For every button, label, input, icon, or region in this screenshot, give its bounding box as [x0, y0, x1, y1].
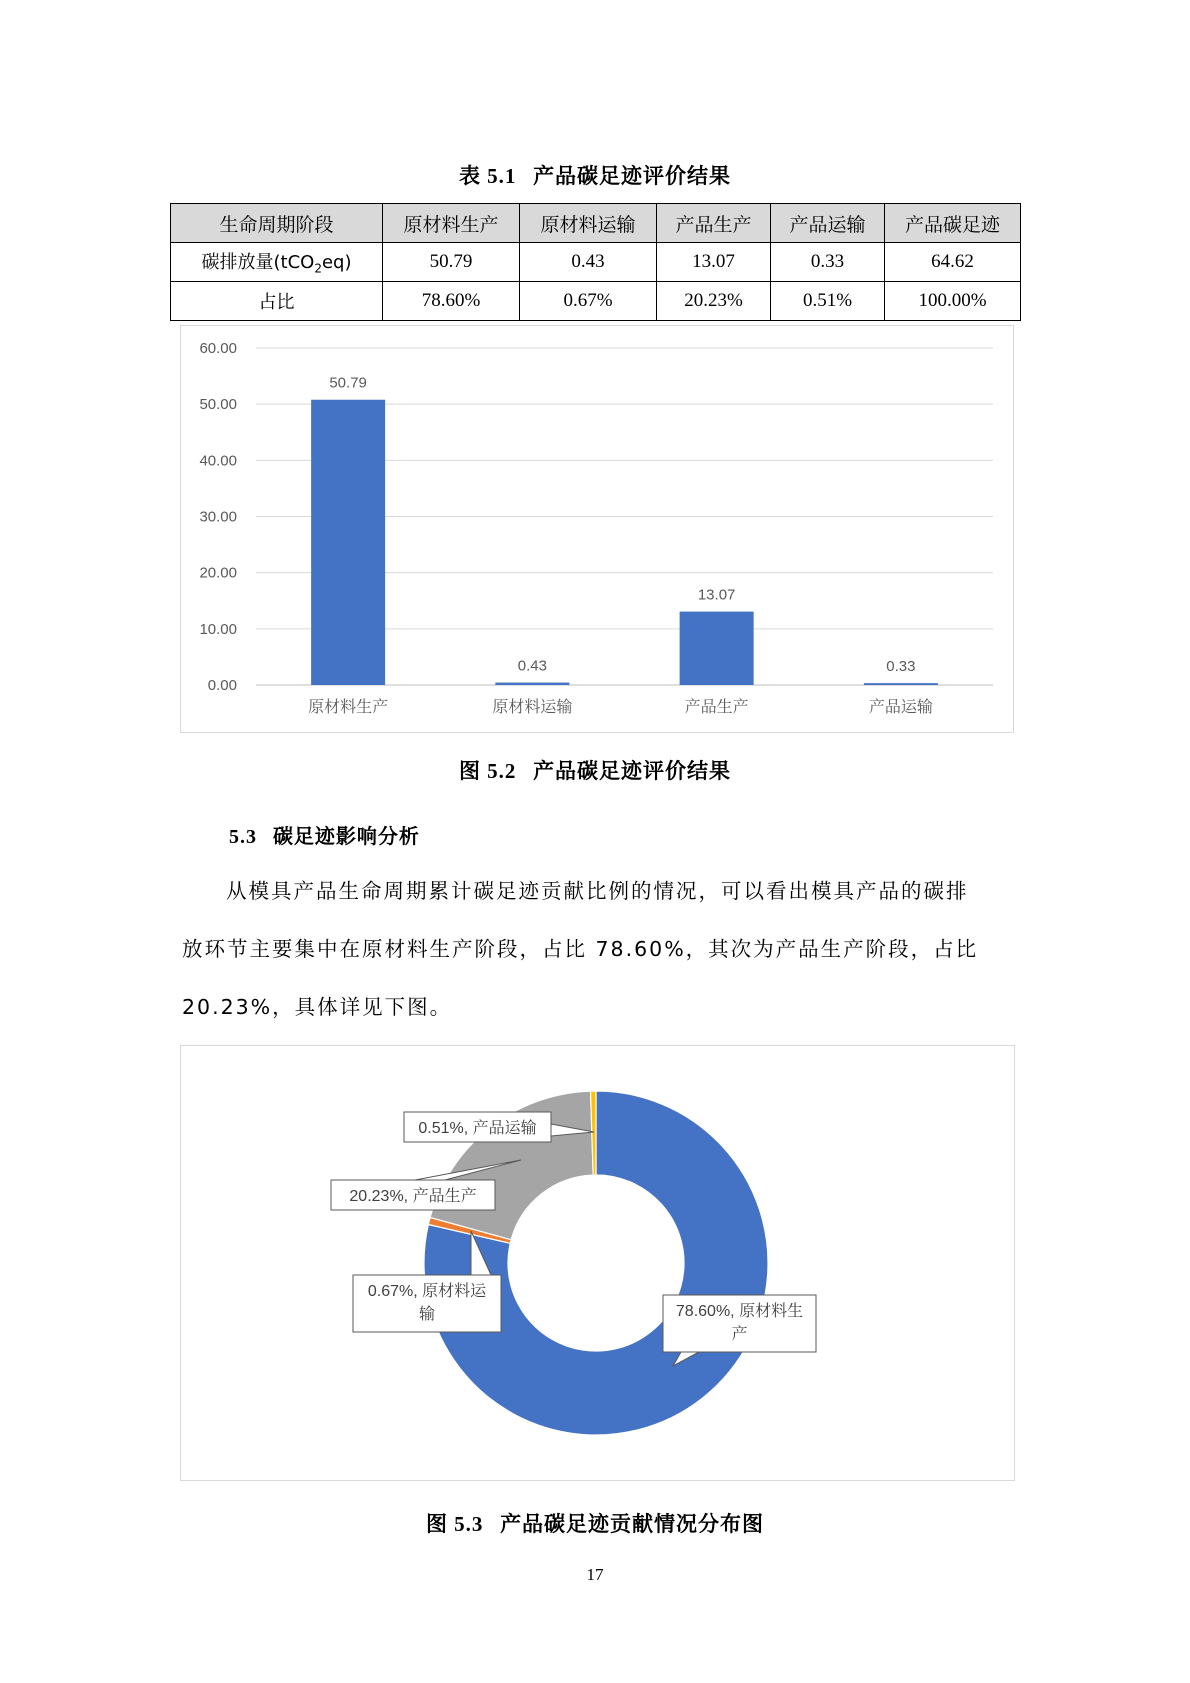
table-row-share	[171, 282, 1021, 321]
y-tick-label: 50.00	[199, 396, 237, 414]
table-cell: 50.79	[383, 243, 520, 282]
table-cell: 20.23%	[657, 282, 771, 321]
bar-data-label: 50.79	[329, 374, 367, 392]
y-tick-label: 60.00	[199, 340, 237, 357]
table-cell: 0.51%	[771, 282, 885, 321]
bar	[864, 683, 938, 685]
paragraph-line: 20.23%，具体详见下图。	[182, 995, 453, 1019]
table-cell: 0.67%	[520, 282, 657, 321]
figure-caption-number: 图 5.3	[425, 1512, 484, 1536]
donut-data-label: 78.60%, 原材料生	[675, 1303, 804, 1320]
figure-caption-number: 图 5.2	[458, 759, 517, 783]
donut-callout	[331, 1160, 521, 1210]
table-header-cell: 原材料运输	[520, 204, 657, 243]
y-tick-label: 30.00	[199, 508, 237, 526]
section-number: 5.3	[229, 826, 257, 848]
paragraph-line: 从模具产品生命周期累计碳足迹贡献比例的情况，可以看出模具产品的碳排	[226, 879, 969, 903]
table-caption-text: 产品碳足迹评价结果	[533, 163, 732, 188]
bar-chart-frame	[180, 325, 1014, 733]
bar	[495, 683, 569, 685]
section-heading	[229, 820, 420, 849]
table-cell: 13.07	[657, 243, 771, 282]
figure-caption	[0, 755, 1190, 785]
donut-data-label: 产	[731, 1326, 748, 1343]
figure-caption-text: 产品碳足迹贡献情况分布图	[500, 1511, 765, 1536]
bar-data-label: 0.43	[517, 657, 547, 675]
donut-data-label: 0.51%, 产品运输	[418, 1120, 537, 1137]
bar	[680, 612, 754, 685]
table-cell: 0.43	[520, 243, 657, 282]
paragraph-line: 放环节主要集中在原材料生产阶段，占比 78.60%，其次为产品生产阶段，占比	[182, 937, 979, 961]
table-row-emissions	[171, 243, 1021, 282]
x-category-label: 原材料运输	[492, 699, 573, 716]
table-header-cell: 产品运输	[771, 204, 885, 243]
x-category-label: 产品运输	[868, 699, 933, 716]
figure-caption-text: 产品碳足迹评价结果	[533, 758, 732, 783]
carbon-footprint-table	[170, 203, 1021, 321]
bar-data-label: 13.07	[697, 586, 736, 604]
table-header-cell: 生命周期阶段	[171, 204, 383, 243]
y-tick-label: 20.00	[199, 564, 237, 582]
x-category-label: 产品生产	[684, 699, 749, 716]
y-tick-label: 40.00	[199, 452, 237, 470]
y-tick-label: 10.00	[199, 620, 237, 638]
table-cell: 0.33	[771, 243, 885, 282]
table-cell: 64.62	[885, 243, 1021, 282]
table-cell: 78.60%	[383, 282, 520, 321]
donut-chart	[181, 1046, 1014, 1480]
donut-data-label: 20.23%, 产品生产	[349, 1188, 477, 1205]
table-cell: 100.00%	[885, 282, 1021, 321]
section-title: 碳足迹影响分析	[272, 824, 420, 848]
bar-data-label: 0.33	[886, 658, 916, 676]
donut-chart-frame	[180, 1045, 1015, 1481]
bar-chart	[181, 326, 1013, 732]
donut-data-label: 0.67%, 原材料运	[367, 1283, 487, 1300]
bar	[311, 400, 385, 685]
table-caption-number: 表 5.1	[458, 164, 517, 188]
x-category-label: 原材料生产	[308, 699, 389, 716]
table-header-cell: 产品碳足迹	[885, 204, 1021, 243]
y-tick-label: 0.00	[207, 677, 237, 694]
figure-caption	[0, 1508, 1190, 1538]
table-header-row	[171, 204, 1021, 243]
table-header-cell: 产品生产	[657, 204, 771, 243]
table-header-cell: 原材料生产	[383, 204, 520, 243]
table-caption	[0, 160, 1190, 190]
page-number: 17	[586, 1565, 604, 1584]
table-row-label: 占比	[171, 282, 383, 321]
table-row-label: 碳排放量(tCO$_2$eq)	[171, 243, 383, 282]
donut-data-label: 输	[418, 1306, 436, 1323]
